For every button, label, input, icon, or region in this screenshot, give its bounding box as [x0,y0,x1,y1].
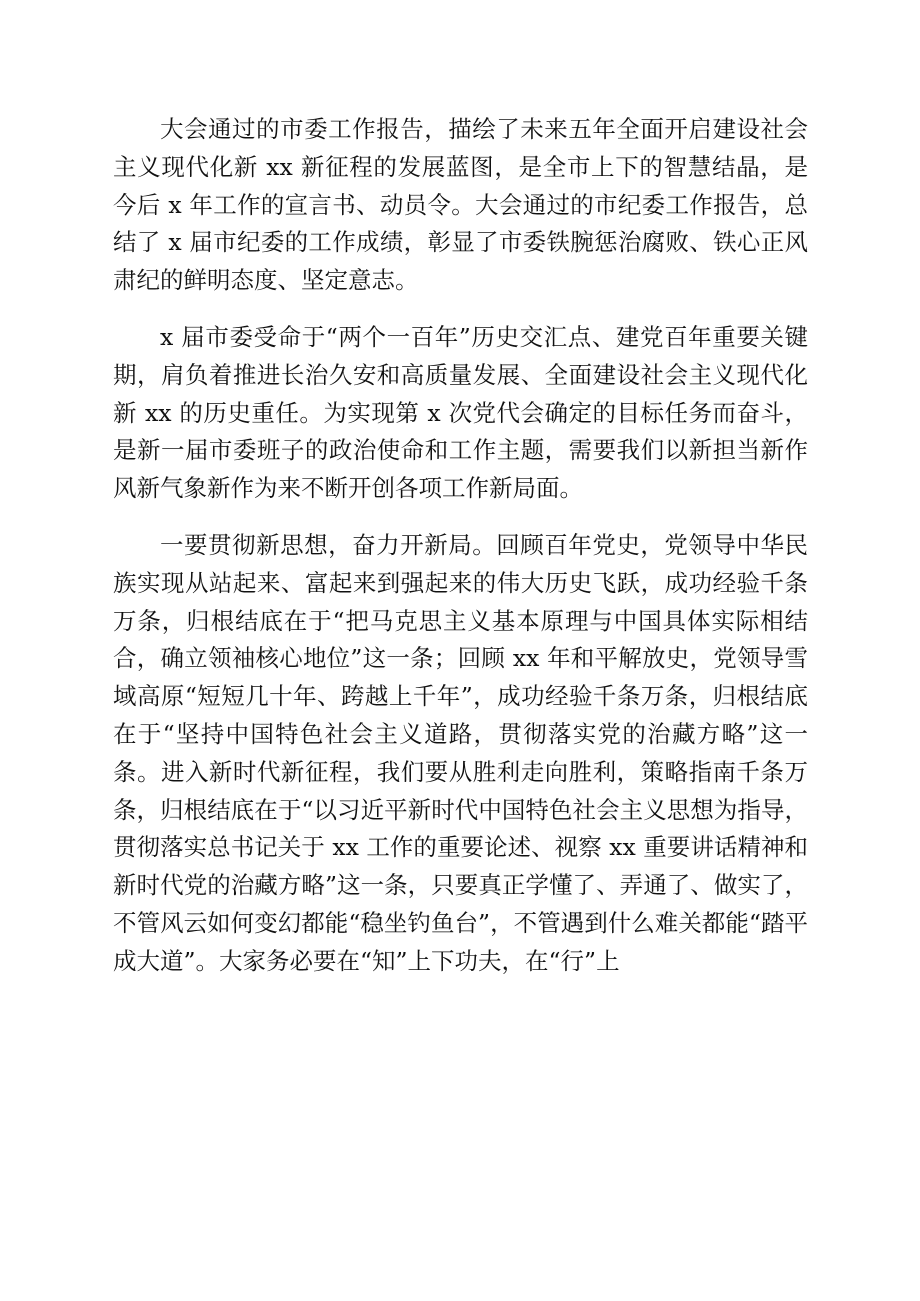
document-body [113,111,808,981]
paragraph-2: x 届市委受命于“两个一百年”历史交汇点、建党百年重要关键期，肩负着推进长治久安和高质量发展、全面建设社会主义现代化新 xx 的历史重任。为实现第 x 次党代会确定的目标任务而奋斗，是新一届市委班子的政治使命和工作主题，需要我们以新担当新作风新气象新作为来不断开创各项工作新局面。 [113,322,808,503]
paragraph-1: 大会通过的市委工作报告，描绘了未来五年全面开启建设社会主义现代化新 xx 新征程的发展蓝图，是全市上下的智慧结晶，是今后 x 年工作的宣言书、动员令。大会通过的市纪委工作报告，总结了 x 届市纪委的工作成绩，彰显了市委铁腕惩治腐败、铁心正风肃纪的鲜明态度、坚定意志。 [113,115,808,295]
paragraph-3: 一要贯彻新思想，奋力开新局。回顾百年党史，党领导中华民族实现从站起来、富起来到强起来的伟大历史飞跃，成功经验千条万条，归根结底在于“把马克思主义基本原理与中国具体实际相结合，确立领袖核心地位”这一条；回顾 xx 年和平解放史，党领导雪域高原“短短几十年、跨越上千年”，成功经验千条万条，归根结底在于“坚持中国特色社会主义道路，贯彻落实党的治藏方略”这一条。进入新时代新征程，我们要从胜利走向胜利，策略指南千条万条，归根结底在于“以习近平新时代中国特色社会主义思想为指导，贯彻落实总书记关于 xx 工作的重要论述、视察 xx 重要讲话精神和新时代党的治藏方略”这一条，只要真正学懂了、弄通了、做实了，不管风云如何变幻都能“稳坐钓鱼台”，不管遇到什么难关都能“踏平成大道”。大家务必要在“知”上下功夫，在“行”上 [113,530,808,975]
